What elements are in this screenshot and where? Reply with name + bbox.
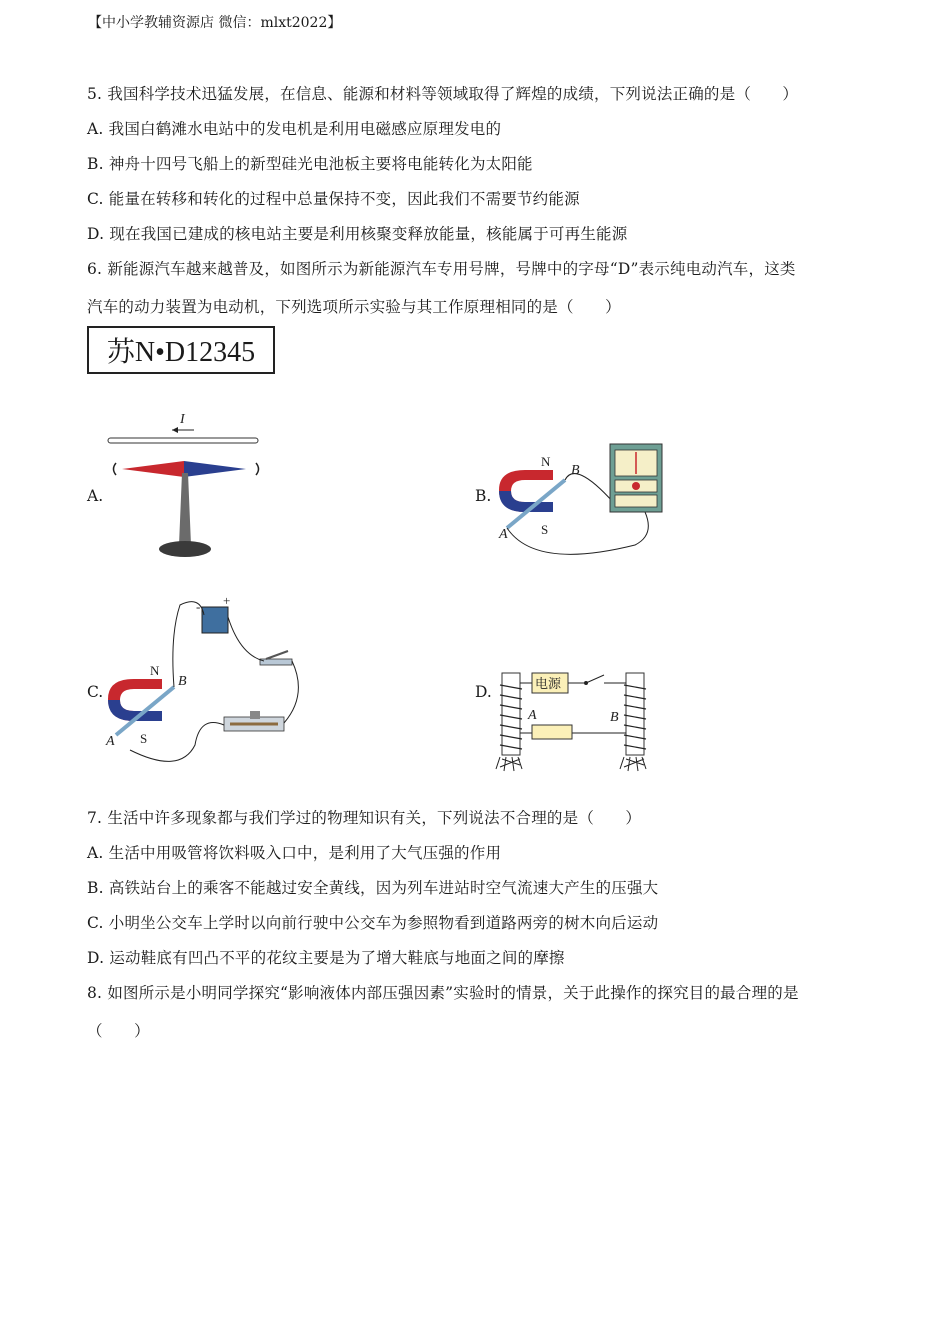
switch-icon bbox=[584, 675, 604, 685]
q6-option-d-label: D. bbox=[475, 683, 492, 701]
current-arrow-icon bbox=[172, 427, 194, 433]
q7-option-a: A. 生活中用吸管将饮料吸入口中，是利用了大气压强的作用 bbox=[87, 844, 502, 862]
electromagnet-a bbox=[496, 673, 522, 771]
label-n: N bbox=[150, 663, 160, 678]
q7-stem: 7. 生活中许多现象都与我们学过的物理知识有关，下列说法不合理的是（ ） bbox=[87, 809, 642, 827]
q8-stem-line1: 8. 如图所示是小明同学探究“影响液体内部压强因素”实验时的情景，关于此操作的探究目的最合理的是 bbox=[87, 984, 799, 1002]
q5-option-c: C. 能量在转移和转化的过程中总量保持不变，因此我们不需要节约能源 bbox=[87, 190, 580, 208]
label-a: A bbox=[499, 527, 508, 542]
needle-red-half bbox=[122, 461, 184, 477]
label-b: B bbox=[178, 674, 187, 689]
label-b: B bbox=[610, 710, 619, 725]
q7-option-d: D. 运动鞋底有凹凸不平的花纹主要是为了增大鞋底与地面之间的摩擦 bbox=[87, 949, 565, 967]
figure-a-oersted bbox=[100, 405, 270, 565]
stand-base bbox=[159, 541, 211, 557]
label-n: N bbox=[541, 454, 551, 469]
label-a: A bbox=[106, 734, 115, 749]
q5-option-d: D. 现在我国已建成的核电站主要是利用核聚变释放能量，核能属于可再生能源 bbox=[87, 225, 628, 243]
q6-option-a-label: A. bbox=[87, 487, 104, 505]
figure-b-induction bbox=[495, 440, 670, 565]
needle-stand bbox=[179, 473, 191, 545]
figure-c-motor bbox=[100, 595, 310, 775]
label-a: A bbox=[528, 708, 537, 723]
deflection-mark-left bbox=[114, 463, 117, 475]
power-source-box bbox=[532, 673, 568, 693]
label-s: S bbox=[541, 522, 549, 537]
switch-icon bbox=[260, 651, 292, 665]
q7-option-c: C. 小明坐公交车上学时以向前行驶中公交车为参照物看到道路两旁的树木向后运动 bbox=[87, 914, 659, 932]
deflection-mark-right bbox=[256, 463, 259, 475]
q5-stem: 5. 我国科学技术迅猛发展，在信息、能源和材料等领域取得了辉煌的成绩，下列说法正确的是（ ） bbox=[87, 85, 799, 103]
battery-minus-label: - bbox=[196, 599, 201, 614]
license-plate: 苏N•D12345 bbox=[87, 326, 275, 374]
u-magnet bbox=[499, 470, 553, 512]
figure-d-electromagnets bbox=[492, 665, 662, 775]
u-magnet bbox=[108, 679, 162, 721]
needle-blue-half bbox=[184, 461, 246, 477]
electromagnet-b bbox=[620, 673, 646, 771]
rheostat-icon bbox=[224, 711, 284, 731]
q7-option-b: B. 高铁站台上的乘客不能越过安全黄线，因为列车进站时空气流速大产生的压强大 bbox=[87, 879, 659, 897]
q6-option-b-label: B. bbox=[475, 487, 492, 505]
header-watermark: 【中小学教辅资源店 微信：mlxt2022】 bbox=[88, 15, 342, 31]
q6-stem-line1: 6. 新能源汽车越来越普及，如图所示为新能源汽车专用号牌，号牌中的字母“D”表示纯电动汽车，这类 bbox=[87, 260, 796, 278]
battery-plus-label: + bbox=[223, 593, 231, 608]
power-source-label: 电源 bbox=[535, 677, 562, 692]
q6-stem-line2: 汽车的动力装置为电动机，下列选项所示实验与其工作原理相同的是（ ） bbox=[87, 298, 621, 316]
q5-option-b: B. 神舟十四号飞船上的新型硅光电池板主要将电能转化为太阳能 bbox=[87, 155, 533, 173]
resistor bbox=[532, 725, 572, 739]
battery-icon bbox=[196, 593, 230, 633]
q5-option-a: A. 我国白鹤滩水电站中的发电机是利用电磁感应原理发电的 bbox=[87, 120, 502, 138]
galvanometer-icon bbox=[610, 444, 662, 512]
q8-stem-line2: （ ） bbox=[87, 1022, 150, 1040]
label-b: B bbox=[571, 463, 580, 478]
current-label: I bbox=[180, 412, 185, 427]
label-s: S bbox=[140, 731, 148, 746]
wire bbox=[108, 438, 258, 443]
q6-option-c-label: C. bbox=[87, 683, 104, 701]
